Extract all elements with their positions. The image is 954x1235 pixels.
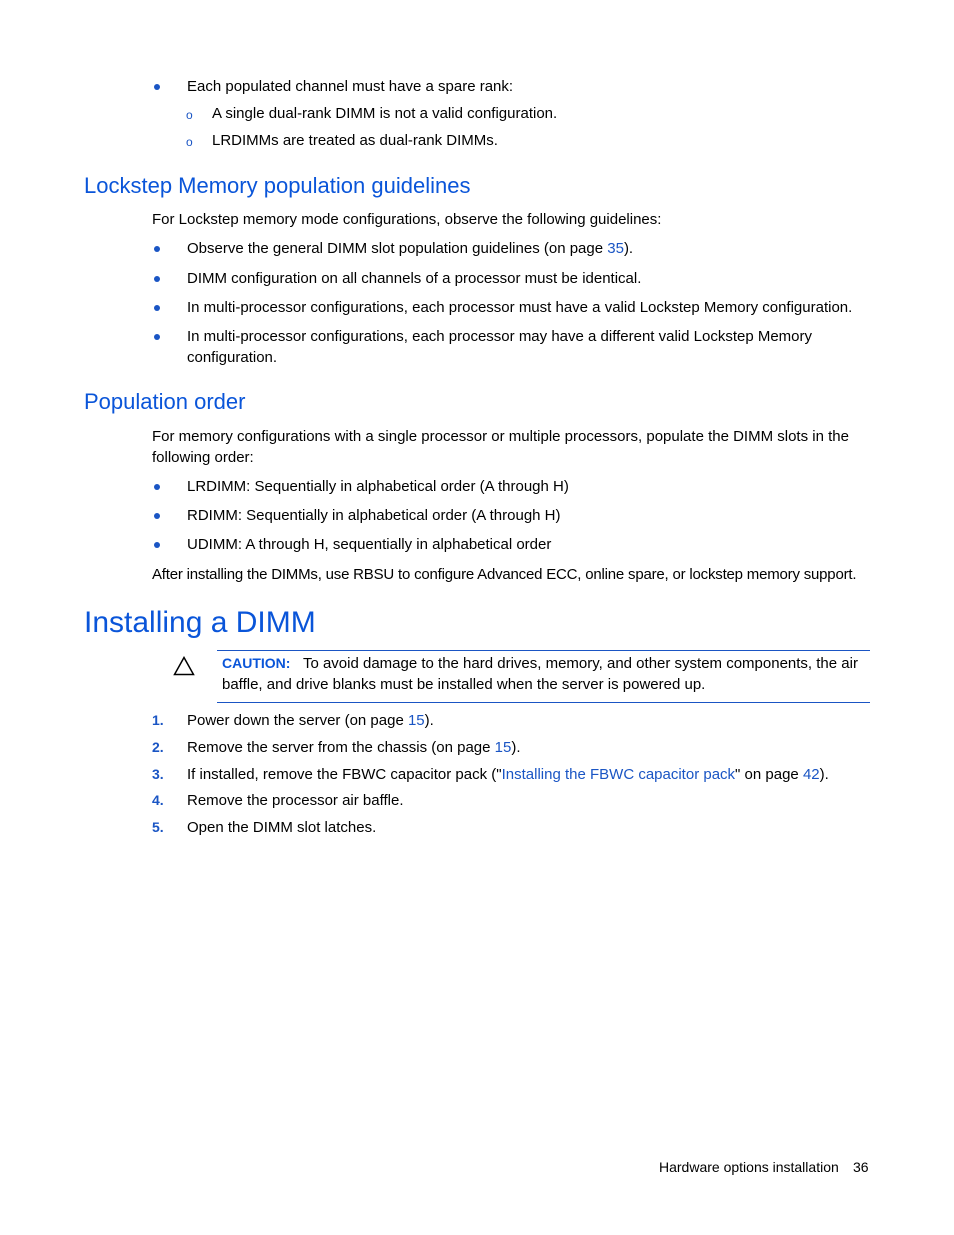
step-text: Remove the processor air baffle. bbox=[187, 792, 404, 809]
list-item-continuation: configuration. bbox=[187, 349, 278, 366]
bullet-icon bbox=[154, 246, 160, 252]
bullet-icon bbox=[154, 84, 160, 90]
list-item: In multi-processor configurations, each processor must have a valid Lockstep Memory configuration. bbox=[187, 299, 853, 316]
section-heading: Population order bbox=[84, 389, 246, 414]
list-item: LRDIMM: Sequentially in alphabetical order (A through H) bbox=[187, 478, 569, 495]
footer-section-title: Hardware options installation bbox=[659, 1159, 839, 1175]
bullet-icon bbox=[154, 334, 160, 340]
paragraph: following order: bbox=[152, 449, 254, 466]
list-item: In multi-processor configurations, each processor may have a different valid Lockstep Memory bbox=[187, 328, 813, 345]
warning-triangle-icon bbox=[173, 656, 195, 676]
step-text: Open the DIMM slot latches. bbox=[187, 819, 377, 836]
step-text: Power down the server (on page 15). bbox=[187, 712, 434, 729]
step-text: Remove the server from the chassis (on page 15). bbox=[187, 739, 521, 756]
hollow-bullet-icon: o bbox=[186, 108, 193, 122]
step-text: If installed, remove the FBWC capacitor pack ("Installing the FBWC capacitor pack" on page 42). bbox=[187, 766, 829, 783]
bullet-icon bbox=[154, 542, 160, 548]
section-link[interactable]: Installing the FBWC capacitor pack bbox=[501, 766, 736, 783]
paragraph: For memory configurations with a single processor or multiple processors, populate the DIMM slots in the bbox=[152, 428, 849, 445]
page-link[interactable]: 15 bbox=[407, 712, 425, 729]
bullet-icon bbox=[154, 276, 160, 282]
sub-list-item: LRDIMMs are treated as dual-rank DIMMs. bbox=[212, 132, 498, 149]
bullet-icon bbox=[154, 513, 160, 519]
paragraph: For Lockstep memory mode configurations, observe the following guidelines: bbox=[152, 211, 662, 228]
chapter-heading: Installing a DIMM bbox=[84, 606, 316, 639]
step-number: 5. bbox=[152, 819, 164, 835]
bullet-icon bbox=[154, 305, 160, 311]
page-link[interactable]: 35 bbox=[607, 240, 624, 257]
page-number: 36 bbox=[853, 1159, 869, 1175]
list-item: RDIMM: Sequentially in alphabetical order (A through H) bbox=[187, 507, 561, 524]
caution-label: CAUTION: bbox=[222, 655, 291, 671]
step-number: 3. bbox=[152, 766, 164, 782]
page-link[interactable]: 15 bbox=[494, 739, 512, 756]
section-heading: Lockstep Memory population guidelines bbox=[84, 173, 471, 198]
hollow-bullet-icon: o bbox=[186, 135, 193, 149]
caution-text: baffle, and drive blanks must be installed when the server is powered up. bbox=[222, 676, 706, 693]
list-item: UDIMM: A through H, sequentially in alphabetical order bbox=[187, 536, 552, 553]
list-item: Each populated channel must have a spare rank: bbox=[187, 78, 514, 95]
bullet-icon bbox=[154, 484, 160, 490]
step-number: 1. bbox=[152, 712, 164, 728]
list-item: Observe the general DIMM slot population guidelines (on page 35). bbox=[187, 240, 634, 257]
list-item: DIMM configuration on all channels of a processor must be identical. bbox=[187, 270, 642, 287]
caution-text: CAUTION: To avoid damage to the hard drives, memory, and other system components, the air bbox=[222, 655, 858, 672]
page-link[interactable]: 42 bbox=[802, 766, 820, 783]
step-number: 4. bbox=[152, 792, 164, 808]
step-number: 2. bbox=[152, 739, 164, 755]
paragraph: After installing the DIMMs, use RBSU to configure Advanced ECC, online spare, or lockstep memory support. bbox=[152, 566, 857, 583]
sub-list-item: A single dual-rank DIMM is not a valid configuration. bbox=[212, 105, 558, 122]
